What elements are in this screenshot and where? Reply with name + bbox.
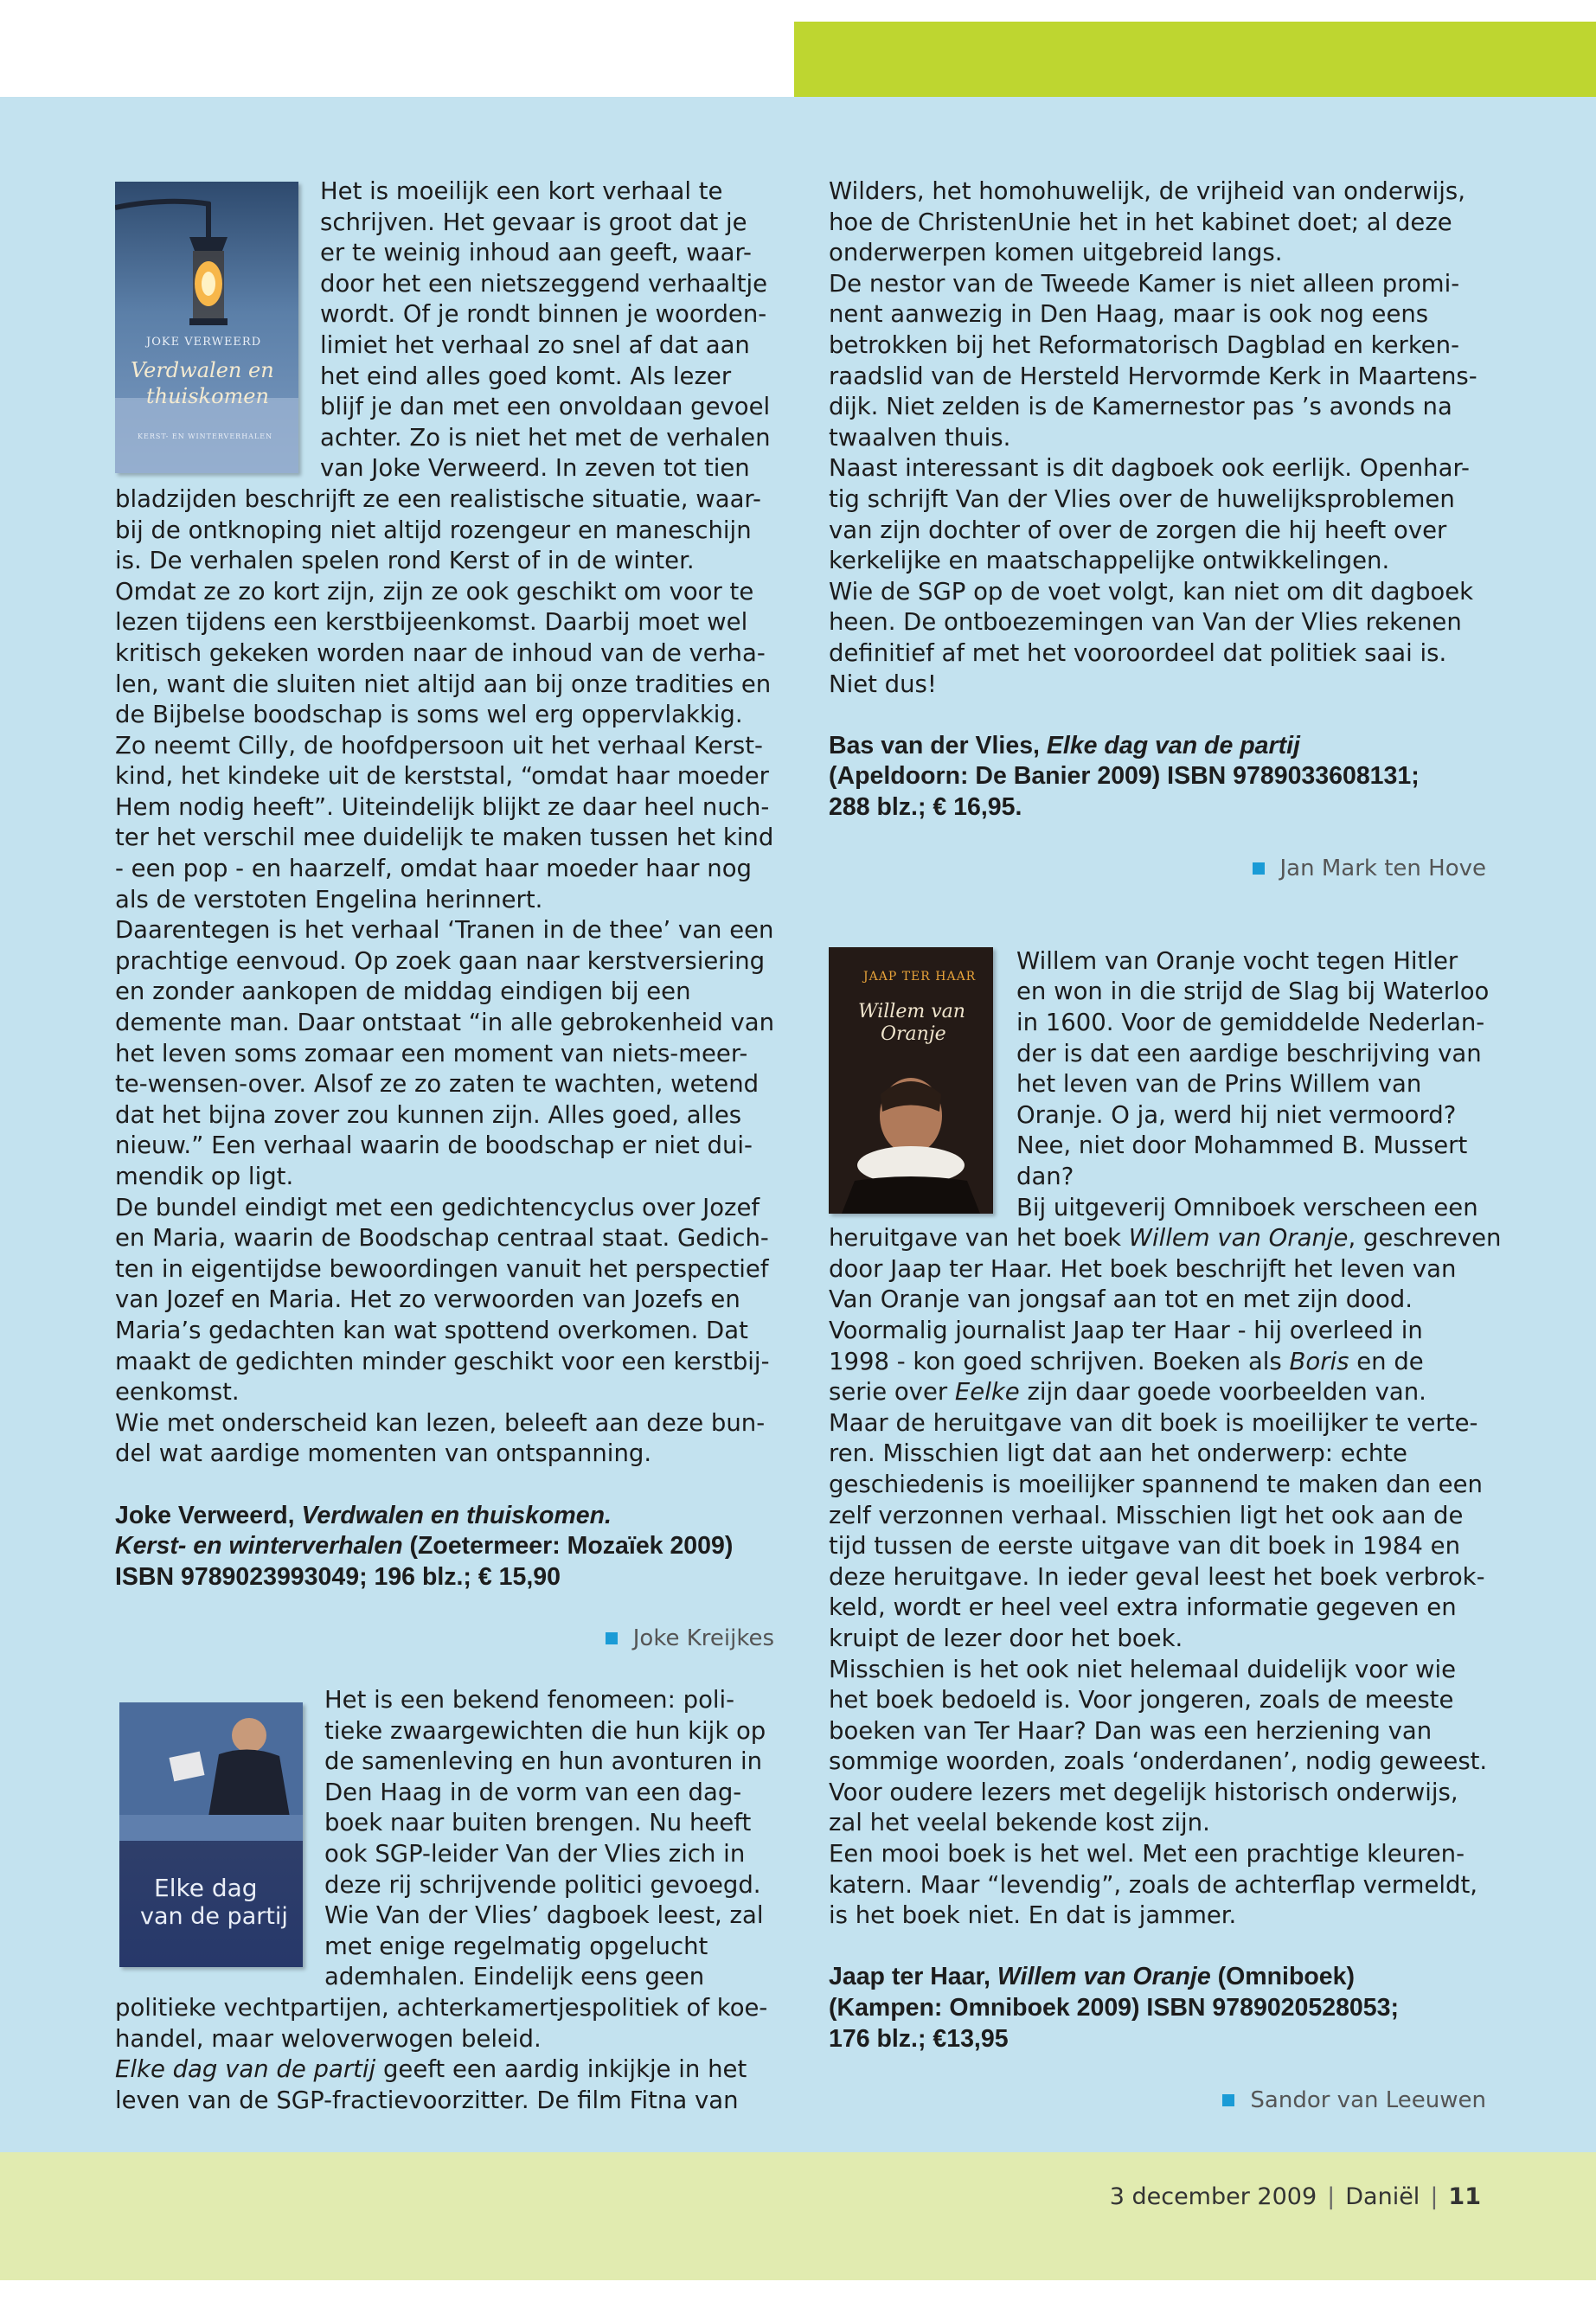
text-line: als de verstoten Engelina herinnert.	[115, 885, 543, 913]
text-line: het leven soms zomaar een moment van niets-meer-	[115, 1039, 748, 1067]
text-line: Het is een bekend fenomeen: poli-	[324, 1686, 735, 1715]
text-line	[829, 1377, 1486, 1408]
bibliography-verdwalen	[115, 1501, 774, 1593]
text-line: en won in die strijd de Slag bij Waterloo	[1016, 977, 1490, 1006]
text-line: - een pop - en haarzelf, omdat haar moeder haar nog	[115, 855, 752, 883]
text-line: wordt. Of je rondt binnen je woorden-	[320, 300, 767, 329]
text-line: het leven van de Prins Willem van	[1016, 1070, 1422, 1099]
text-line: Wilders, het homohuwelijk, de vrijheid van onderwijs,	[829, 177, 1465, 205]
biblio-publisher: (Zoetermeer: Mozaïek 2009)	[402, 1532, 734, 1561]
text-line: lezen tijdens een kerstbijeenkomst. Daarbij moet wel	[115, 608, 748, 637]
text-line: in 1600. Voor de gemiddelde Nederlan-	[1016, 1009, 1485, 1037]
right-column	[829, 176, 1502, 2116]
review-elke-dag	[115, 1685, 774, 2116]
text-line: Niet dus!	[829, 670, 937, 698]
text-line: betrokken bij het Reformatorisch Dagblad en kerken-	[829, 330, 1460, 359]
text-line: heen. De ontboezemingen van Van der Vlies rekenen	[829, 608, 1462, 637]
text-line: met enige regelmatig opgelucht	[324, 1932, 708, 1960]
text-line: bladzijden beschrijft ze een realistische situatie, waar-	[115, 484, 761, 513]
text-line: het eind alles goed komt. Als lezer	[320, 362, 732, 390]
text-line: zal het veelal bekende kost zijn.	[829, 1809, 1210, 1837]
text-line: Zo neemt Cilly, de hoofdpersoon uit het verhaal Kerst-	[115, 731, 763, 760]
text-line: kerkelijke en maatschappelijke ontwikkelingen.	[829, 547, 1390, 575]
text-line	[115, 2054, 774, 2086]
magazine-name: Daniël	[1345, 2183, 1420, 2210]
page-footer	[1110, 2183, 1481, 2210]
text-line: Van Oranje van jongsaf aan tot en met zijn dood.	[829, 1285, 1413, 1314]
text-line: sommige woorden, zoals ‘onderdanen’, nodig geweest.	[829, 1747, 1488, 1776]
book-title-inline: Boris	[1289, 1347, 1349, 1375]
page-number: 11	[1448, 2183, 1481, 2210]
text-line: is het boek niet. En dat is jammer.	[829, 1901, 1237, 1930]
text-line: raadslid van de Hersteld Hervormde Kerk in Maartens-	[829, 362, 1477, 390]
text-line: Het is moeilijk een kort verhaal te	[320, 177, 723, 205]
biblio-publisher: (Kampen: Omniboek 2009) ISBN 9789020528053;	[829, 1994, 1399, 2022]
bibliography-willem-van-oranje	[829, 1962, 1486, 2054]
text-line: is. De verhalen spelen rond Kerst of in de winter.	[115, 547, 695, 575]
text-line: hoe de ChristenUnie het in het kabinet doet; al deze	[829, 208, 1452, 236]
text-line: Wie Van der Vlies’ dagboek leest, zal	[324, 1901, 764, 1930]
text-line: prachtige eenvoud. Op zoek gaan naar kerstversiering	[115, 946, 766, 975]
reviewer-joke-kreijkes	[115, 1624, 774, 1655]
text-line: ten in eigentijdse bewoordingen vanuit het perspectief	[115, 1254, 769, 1283]
footer-band	[0, 2152, 1596, 2280]
text-line: Maria’s gedachten kan wat spottend overkomen. Dat	[115, 1316, 748, 1344]
reviewer-name: Joke Kreijkes	[632, 1625, 774, 1651]
text-line: deze rij schrijvende politici gevoegd.	[324, 1870, 761, 1899]
footer-separator: |	[1327, 2183, 1336, 2210]
text-fragment: , geschreven	[1348, 1224, 1502, 1253]
text-line: nent aanwezig in Den Haag, maar is ook nog eens	[829, 300, 1429, 329]
text-line: nieuw.” Een verhaal waarin de boodschap er niet dui-	[115, 1131, 753, 1160]
text-line: Willem van Oranje vocht tegen Hitler	[1016, 946, 1458, 975]
text-line: keld, wordt er heel veel extra informatie gegeven en	[829, 1593, 1457, 1622]
text-line: blijf je dan met een onvoldaan gevoel	[320, 393, 771, 421]
text-line: van Jozef en Maria. Het zo verwoorden van Jozefs en	[115, 1285, 740, 1314]
text-line: te-wensen-over. Alsof ze zo zaten te wachten, wetend	[115, 1070, 760, 1099]
text-line: demente man. Daar ontstaat “in alle gebrokenheid van	[115, 1009, 775, 1037]
cover-title-line1: Willem van	[858, 1001, 965, 1022]
text-line: Naast interessant is dit dagboek ook eerlijk. Openhar-	[829, 454, 1470, 483]
text-line: er te weinig inhoud aan geeft, waar-	[320, 239, 752, 267]
text-line: tieke zwaargewichten die hun kijk op	[324, 1716, 766, 1745]
text-line	[829, 1347, 1486, 1378]
biblio-publisher-short: (Omniboek)	[1210, 1963, 1355, 1991]
text-line: boeken van Ter Haar? Dan was een herziening van	[829, 1716, 1433, 1745]
cover-author: JOKE VERWEERD	[146, 336, 262, 349]
text-line	[115, 1501, 774, 1532]
text-line: geschiedenis is moeilijker spannend te maken dan een	[829, 1470, 1483, 1498]
bottom-margin	[0, 2280, 1596, 2301]
text-line: van zijn dochter of over de zorgen die hij heeft over	[829, 516, 1447, 544]
text-line: Nee, niet door Mohammed B. Mussert	[1016, 1131, 1468, 1160]
cover-author: JAAP TER HAAR	[863, 970, 977, 984]
text-line: Wie met onderscheid kan lezen, beleeft aan deze bun-	[115, 1408, 766, 1437]
text-line: len, want die sluiten niet altijd aan bij onze tradities en	[115, 670, 772, 698]
text-line: de samenleving en hun avonturen in	[324, 1747, 763, 1776]
text-line: van Joke Verweerd. In zeven tot tien	[320, 454, 750, 483]
text-line: Voor oudere lezers met degelijk historisch onderwijs,	[829, 1778, 1458, 1806]
text-line	[829, 1962, 1486, 1993]
text-line: Een mooi boek is het wel. Met een prachtige kleuren-	[829, 1840, 1465, 1868]
text-line: en zonder aankopen de middag eindigen bij een	[115, 977, 691, 1006]
text-line: twaalven thuis.	[829, 423, 1011, 452]
text-line: der is dat een aardige beschrijving van	[1016, 1039, 1482, 1067]
review-verdwalen	[115, 176, 774, 1470]
text-line: tig schrijft Van der Vlies over de huwelijksproblemen	[829, 484, 1455, 513]
text-line: maakt de gedichten minder geschikt voor een kerstbij-	[115, 1347, 770, 1375]
text-line: ter het verschil mee duidelijk te maken tussen het kind	[115, 824, 774, 852]
biblio-author: Joke Verweerd,	[115, 1501, 302, 1529]
cover-title-line2: van de partij	[140, 1903, 288, 1930]
text-line: kruipt de lezer door het boek.	[829, 1624, 1183, 1652]
text-line: Den Haag in de vorm van een dag-	[324, 1778, 742, 1806]
reviewer-sandor-van-leeuwen	[829, 2086, 1486, 2117]
text-line: zelf verzonnen verhaal. Misschien ligt het ook aan de	[829, 1501, 1464, 1529]
text-line: en Maria, waarin de Boodschap centraal staat. Gedich-	[115, 1224, 769, 1253]
text-fragment: serie over	[829, 1378, 955, 1407]
text-line: bij de ontknoping niet altijd rozengeur en maneschijn	[115, 516, 752, 544]
text-line: Omdat ze zo kort zijn, zijn ze ook geschikt om voor te	[115, 577, 754, 606]
book-title-inline: Willem van Oranje	[1128, 1224, 1349, 1253]
biblio-title: Elke dag van de partij	[1046, 731, 1300, 760]
text-line: de Bijbelse boodschap is soms wel erg oppervlakkig.	[115, 701, 743, 729]
text-line: definitief af met het vooroordeel dat politiek saai is.	[829, 638, 1447, 667]
footer-separator: |	[1430, 2183, 1439, 2210]
text-line: eenkomst.	[115, 1378, 240, 1407]
text-line: dijk. Niet zelden is de Kamernestor pas ’s avonds na	[829, 393, 1452, 421]
book-title-inline: Elke dag van de partij	[115, 2055, 376, 2084]
text-line: achter. Zo is niet het met de verhalen	[320, 423, 771, 452]
biblio-price: 176 blz.; €13,95	[829, 2024, 1009, 2053]
author-marker-icon	[606, 1632, 618, 1644]
text-line: Hem nodig heeft”. Uiteindelijk blijkt ze daar heel nuch-	[115, 792, 770, 821]
text-line: kritisch gekeken worden naar de inhoud van de verha-	[115, 638, 766, 667]
text-line: kind, het kindeke uit de kerststal, “omdat haar moeder	[115, 762, 769, 791]
review-willem-van-oranje	[829, 946, 1502, 1932]
text-line: Wie de SGP op de voet volgt, kan niet om dit dagboek	[829, 577, 1474, 606]
text-line: katern. Maar “levendig”, zoals de achterflap vermeldt,	[829, 1870, 1477, 1899]
cover-title-line2: Oranje	[881, 1023, 946, 1045]
cover-title-line1: Verdwalen en	[131, 358, 274, 382]
text-line	[829, 1223, 1502, 1254]
text-line: ook SGP-leider Van der Vlies zich in	[324, 1840, 746, 1868]
book-title-inline: Eelke	[954, 1378, 1020, 1407]
text-line: onderwerpen komen uitgebreid langs.	[829, 239, 1283, 267]
biblio-title: Verdwalen en thuiskomen.	[301, 1501, 612, 1529]
text-line	[115, 1531, 774, 1562]
biblio-author: Bas van der Vlies,	[829, 731, 1047, 760]
text-line: handel, maar weloverwogen beleid.	[115, 2024, 542, 2053]
text-line: door Jaap ter Haar. Het boek beschrijft het leven van	[829, 1254, 1457, 1283]
reviewer-name: Jan Mark ten Hove	[1279, 856, 1486, 882]
text-line: Maar de heruitgave van dit boek is moeilijker te verte-	[829, 1408, 1478, 1437]
cover-subtitle: KERST- EN WINTERVERHALEN	[138, 433, 273, 440]
text-line	[829, 731, 1486, 762]
biblio-title: Willem van Oranje	[997, 1963, 1211, 1991]
text-line: Voormalig journalist Jaap ter Haar - hij overleed in	[829, 1316, 1423, 1344]
reviewer-jan-mark-ten-hove	[829, 854, 1486, 885]
text-line: schrijven. Het gevaar is groot dat je	[320, 208, 747, 236]
text-line: ademhalen. Eindelijk eens geen	[324, 1963, 705, 1991]
text-line: Oranje. O ja, werd hij niet vermoord?	[1016, 1100, 1457, 1129]
author-marker-icon	[1222, 2094, 1234, 2106]
biblio-isbn: ISBN 9789023993049; 196 blz.; € 15,90	[115, 1562, 561, 1591]
text-line: boek naar buiten brengen. Nu heeft	[324, 1809, 752, 1837]
text-line: del wat aardige momenten van ontspanning.	[115, 1439, 652, 1468]
text-line: het boek bedoeld is. Voor jongeren, zoals de meeste	[829, 1686, 1454, 1715]
biblio-publisher: (Apeldoorn: De Banier 2009) ISBN 9789033608131;	[829, 762, 1420, 791]
cover-title-line2: thuiskomen	[146, 384, 269, 408]
text-line: Misschien is het ook niet helemaal duidelijk voor wie	[829, 1655, 1457, 1683]
left-column	[115, 176, 774, 2116]
header-accent-bar	[794, 22, 1596, 97]
text-fragment: 1998 - kon goed schrijven. Boeken als	[829, 1347, 1290, 1375]
text-line: deze heruitgave. In ieder geval leest het boek verbrok-	[829, 1562, 1485, 1591]
author-marker-icon	[1253, 862, 1265, 875]
text-fragment: en de	[1349, 1347, 1424, 1375]
biblio-subtitle: Kerst- en winterverhalen	[115, 1532, 403, 1561]
review-elke-dag-continued	[829, 176, 1486, 700]
bibliography-elke-dag	[829, 731, 1486, 824]
text-line: limiet het verhaal zo snel af dat aan	[320, 330, 750, 359]
text-fragment: heruitgave van het boek	[829, 1224, 1129, 1253]
biblio-author: Jaap ter Haar,	[829, 1963, 997, 1991]
text-line: De bundel eindigt met een gedichtencyclus over Jozef	[115, 1193, 760, 1221]
text-line: Bij uitgeverij Omniboek verscheen een	[1016, 1193, 1478, 1221]
text-line: De nestor van de Tweede Kamer is niet alleen promi-	[829, 269, 1460, 298]
text-line: Daarentegen is het verhaal ‘Tranen in de thee’ van een	[115, 916, 774, 945]
text-line: mendik op ligt.	[115, 1163, 294, 1190]
reviewer-name: Sandor van Leeuwen	[1250, 2086, 1486, 2113]
text-line: dat het bijna zover zou kunnen zijn. Alles goed, alles	[115, 1100, 742, 1129]
text-line: politieke vechtpartijen, achterkamertjespolitiek of koe-	[115, 1994, 768, 2022]
issue-date: 3 december 2009	[1109, 2183, 1317, 2210]
text-line: leven van de SGP-fractievoorzitter. De film Fitna van	[115, 2086, 739, 2114]
text-line: dan?	[1016, 1163, 1074, 1190]
text-fragment: zijn daar goede voorbeelden van.	[1019, 1378, 1426, 1407]
biblio-price: 288 blz.; € 16,95.	[829, 792, 1022, 821]
text-line: ren. Misschien ligt dat aan het onderwerp: echte	[829, 1439, 1407, 1468]
text-fragment: geeft een aardig inkijkje in het	[375, 2055, 747, 2084]
text-line: tijd tussen de eerste uitgave van dit boek in 1984 en	[829, 1532, 1461, 1561]
cover-title-line1: Elke dag	[154, 1874, 258, 1902]
text-line: door het een nietszeggend verhaaltje	[320, 269, 768, 298]
